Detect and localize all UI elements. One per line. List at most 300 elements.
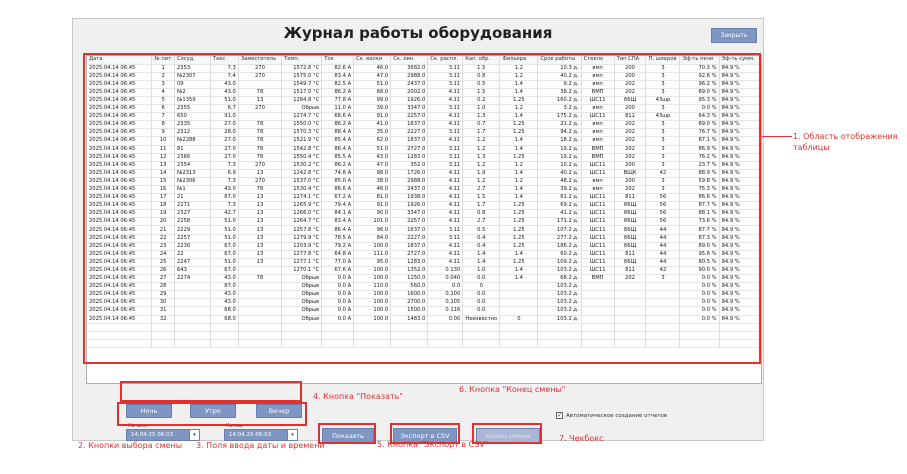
table-cell: 2988.0 — [391, 177, 428, 185]
column-header[interactable]: Фильера — [500, 56, 538, 64]
table-cell: 87.7 % — [680, 202, 719, 210]
table-cell: 86.2 A — [322, 161, 354, 169]
table-cell: 1.2 — [463, 145, 500, 153]
table-cell: Обрыв — [282, 291, 322, 299]
table-cell: ШС11 — [581, 194, 614, 202]
table-row[interactable] — [87, 105, 762, 113]
table-cell: №1359 — [175, 96, 211, 104]
table-cell: 4.11 — [428, 113, 463, 121]
table-row[interactable] — [87, 210, 762, 218]
table-cell: 202 — [614, 186, 646, 194]
table-cell — [680, 339, 719, 347]
table-cell: 1265.9 °C — [282, 202, 322, 210]
table-cell: 2274 — [175, 275, 211, 283]
export-csv-button[interactable]: Экспорт в CSV — [393, 428, 457, 443]
table-cell: 1257.8 °C — [282, 226, 322, 234]
table-cell: ШС11 — [581, 202, 614, 210]
annotation-leader-line — [762, 136, 792, 137]
table-cell: 38.2 д. — [538, 88, 581, 96]
table-cell: 3 — [646, 64, 680, 72]
table-cell — [175, 315, 211, 323]
table-cell: 2025.04.14 06:45 — [87, 64, 152, 72]
table-cell: 1926.0 — [391, 96, 428, 104]
table-cell: 1600.0 — [391, 291, 428, 299]
table-row[interactable] — [87, 161, 762, 169]
table-cell: 2271 — [175, 202, 211, 210]
table-cell: 3 — [646, 121, 680, 129]
table-cell: 81.0 — [354, 194, 391, 202]
table-cell — [175, 331, 211, 339]
table-cell: 32 — [152, 315, 175, 323]
table-cell: 13 — [238, 96, 281, 104]
table-cell: 1.2 — [463, 177, 500, 185]
table-cell: 4.11 — [428, 202, 463, 210]
shift-night-button[interactable]: Ночь — [126, 404, 172, 418]
table-cell: 1274.7 °C — [282, 113, 322, 121]
column-header[interactable]: Дата — [87, 56, 152, 64]
table-cell: 2002.0 — [391, 88, 428, 96]
table-cell: 1.25 — [500, 96, 538, 104]
table-cell: 0.0 A — [322, 307, 354, 315]
table-cell: 95.3 % — [680, 96, 719, 104]
table-cell: 0.5 — [463, 226, 500, 234]
table-row[interactable] — [87, 194, 762, 202]
column-header[interactable]: Текс — [211, 56, 239, 64]
table-cell: 2353 — [175, 64, 211, 72]
table-cell: 811 — [614, 113, 646, 121]
table-cell: 91.0 — [211, 113, 239, 121]
table-row[interactable] — [87, 96, 762, 104]
table-cell: 1277.1 °C — [282, 258, 322, 266]
shift-buttons-highlight-frame — [120, 381, 302, 402]
table-cell: 2025.04.14 06:45 — [87, 291, 152, 299]
table-cell: 41.2 д. — [538, 210, 581, 218]
table-cell: 85.0 A — [322, 177, 354, 185]
column-header[interactable]: № пит. — [152, 56, 175, 64]
table-cell — [211, 339, 239, 347]
table-cell: 3.11 — [428, 80, 463, 88]
table-cell: 44 — [646, 234, 680, 242]
table-cell: 91.0 — [354, 113, 391, 121]
chevron-down-icon[interactable]: ▾ — [189, 430, 199, 440]
table-cell: 0.5 — [463, 80, 500, 88]
table-cell: 20 — [152, 218, 175, 226]
table-cell: 1.4 — [500, 113, 538, 121]
table-cell: 78 — [238, 129, 281, 137]
table-cell: 47.0 — [354, 161, 391, 169]
table-cell: 4.11 — [428, 242, 463, 250]
table-cell: 7.3 — [211, 177, 239, 185]
table-row[interactable] — [87, 242, 762, 250]
table-cell: 1637.0 — [391, 226, 428, 234]
column-header[interactable]: Кап. обр. — [463, 56, 500, 64]
table-cell: 270 — [238, 64, 281, 72]
table-cell: 67.0 — [211, 250, 239, 258]
table-cell: 2025.04.14 06:45 — [87, 307, 152, 315]
column-header[interactable]: Эф-ть сумм. — [719, 56, 762, 64]
table-cell: 1352.0 — [391, 266, 428, 274]
table-cell — [614, 283, 646, 291]
table-cell: 109.2 д. — [538, 258, 581, 266]
table-cell: 86Щ — [614, 210, 646, 218]
table-row[interactable] — [87, 153, 762, 161]
table-row[interactable] — [87, 177, 762, 185]
table-cell: 1.4 — [463, 258, 500, 266]
table-cell: 3.11 — [428, 64, 463, 72]
table-cell: 200 — [614, 72, 646, 80]
table-cell: Обрыв — [282, 283, 322, 291]
table-cell: 160.2 д. — [538, 96, 581, 104]
table-cell — [391, 339, 428, 347]
table-cell: 1.4 — [500, 266, 538, 274]
table-cell: 1.4 — [500, 186, 538, 194]
column-header[interactable]: Заместитель — [238, 56, 281, 64]
table-cell: 9 — [152, 129, 175, 137]
table-cell: 43.0 — [354, 153, 391, 161]
table-cell: 6.9 — [211, 169, 239, 177]
table-cell: 19 — [152, 210, 175, 218]
table-header-row — [87, 56, 762, 64]
table-cell: 76.2 % — [680, 153, 719, 161]
table-row-empty — [87, 323, 762, 331]
table-cell: 1.25 — [500, 242, 538, 250]
table-cell: 69.2 д. — [538, 202, 581, 210]
table-cell: 7 — [152, 113, 175, 121]
start-date-input[interactable] — [126, 429, 200, 441]
table-cell: 27.0 — [211, 153, 239, 161]
table-cell: 84.9 % — [719, 72, 762, 80]
table-row[interactable] — [87, 315, 762, 323]
table-cell: 86Щ — [614, 234, 646, 242]
table-cell: 1.4 — [500, 80, 538, 88]
table-cell: 13 — [238, 226, 281, 234]
table-cell: 4.11 — [428, 88, 463, 96]
table-cell: 1264.7 °C — [282, 218, 322, 226]
table-cell: 1926.0 — [391, 202, 428, 210]
table-cell: 270 — [238, 161, 281, 169]
table-cell: 2312 — [175, 129, 211, 137]
table-cell: 1500.0 — [391, 307, 428, 315]
table-row[interactable] — [87, 218, 762, 226]
table-cell: 4 — [152, 88, 175, 96]
table-cell — [500, 307, 538, 315]
equipment-log-table-area[interactable] — [86, 55, 762, 384]
table-cell: 4.11 — [428, 96, 463, 104]
end-date-value: 14.04.25 06:03 — [229, 432, 272, 438]
table-cell: 40.2 д. — [538, 72, 581, 80]
table-cell: 84.9 % — [719, 88, 762, 96]
table-cell: 7.3 — [211, 161, 239, 169]
table-row[interactable] — [87, 258, 762, 266]
table-row[interactable] — [87, 88, 762, 96]
column-header[interactable]: Ск. валки — [354, 56, 391, 64]
table-cell: 1.25 — [500, 218, 538, 226]
table-cell: 21 — [152, 226, 175, 234]
table-row[interactable] — [87, 129, 762, 137]
table-cell: 23 — [152, 242, 175, 250]
show-button-highlight-frame — [318, 423, 376, 444]
table-cell — [175, 299, 211, 307]
table-row[interactable] — [87, 186, 762, 194]
table-cell: 3.11 — [428, 153, 463, 161]
end-date-input[interactable] — [224, 429, 298, 441]
table-cell — [500, 291, 538, 299]
table-cell: 2025.04.14 06:45 — [87, 137, 152, 145]
table-cell: 22 — [152, 234, 175, 242]
table-row[interactable] — [87, 80, 762, 88]
table-cell: 1.4 — [500, 169, 538, 177]
auto-report-checkbox-row[interactable] — [556, 412, 667, 419]
table-cell: 7.4 — [211, 72, 239, 80]
table-cell: 2025.04.14 06:45 — [87, 226, 152, 234]
table-cell: 3 — [646, 105, 680, 113]
table-cell: вмп — [581, 121, 614, 129]
table-cell: 86.4 A — [322, 145, 354, 153]
table-cell: 13 — [238, 242, 281, 250]
table-cell: 84.9 % — [719, 226, 762, 234]
table-row[interactable] — [87, 250, 762, 258]
table-cell: 3.11 — [428, 234, 463, 242]
start-date-value: 14.04.25 06:03 — [131, 432, 174, 438]
table-cell: 1.2 — [500, 72, 538, 80]
table-cell: 202 — [614, 129, 646, 137]
table-cell: 56 — [646, 210, 680, 218]
table-cell: 44 — [646, 250, 680, 258]
table-cell: 2025.04.14 06:45 — [87, 186, 152, 194]
table-cell: 1.4 — [500, 145, 538, 153]
table-cell: Обрыв — [282, 315, 322, 323]
close-button[interactable]: Закрыть — [711, 28, 757, 43]
table-cell: 78 — [238, 145, 281, 153]
end-shift-button[interactable]: Конец смены — [476, 428, 540, 443]
table-cell — [719, 331, 762, 339]
column-header[interactable]: Темп. — [282, 56, 322, 64]
table-cell: 11.0 A — [322, 105, 354, 113]
table-cell: 13 — [238, 250, 281, 258]
table-cell: 87.1 % — [680, 137, 719, 145]
table-cell: 84.9 % — [719, 194, 762, 202]
table-cell — [428, 331, 463, 339]
table-cell: 10.2 д. — [538, 161, 581, 169]
table-cell: 43.0 — [211, 291, 239, 299]
table-cell: 1938.0 — [391, 194, 428, 202]
table-cell: 2025.04.14 06:45 — [87, 169, 152, 177]
table-cell: 95.6 % — [680, 250, 719, 258]
table-cell: 67.2 A — [322, 194, 354, 202]
table-cell: 1.0 — [463, 266, 500, 274]
shift-morning-button[interactable]: Утро — [190, 404, 236, 418]
table-cell: 0 — [500, 315, 538, 323]
table-cell: 270 — [238, 177, 281, 185]
table-cell: 650 — [175, 113, 211, 121]
table-cell: 0 — [463, 283, 500, 291]
table-cell — [646, 315, 680, 323]
table-cell: 0.2 — [463, 96, 500, 104]
table-row[interactable] — [87, 307, 762, 315]
chevron-down-icon[interactable]: ▾ — [287, 430, 297, 440]
table-cell: 89.0 % — [680, 121, 719, 129]
table-cell — [646, 323, 680, 331]
table-cell: 9.2 д. — [538, 80, 581, 88]
table-cell: 103.2 д. — [538, 299, 581, 307]
table-cell: 202 — [614, 145, 646, 153]
table-cell — [500, 323, 538, 331]
table-row[interactable] — [87, 299, 762, 307]
table-row[interactable] — [87, 291, 762, 299]
table-cell: 51.0 — [354, 80, 391, 88]
table-cell: 51.0 — [211, 96, 239, 104]
table-cell: 277.2 д. — [538, 234, 581, 242]
table-cell — [581, 339, 614, 347]
table-cell: 18 — [152, 202, 175, 210]
table-cell: №2288 — [175, 137, 211, 145]
table-cell: 26 — [152, 266, 175, 274]
table-cell: 7.3 — [211, 64, 239, 72]
table-cell: 27.0 — [211, 121, 239, 129]
table-cell: 100.0 — [354, 275, 391, 283]
table-cell: 103.2 д. — [538, 315, 581, 323]
table-cell: 84.9 % — [719, 129, 762, 137]
table-cell — [87, 331, 152, 339]
table-cell: 6 — [152, 105, 175, 113]
table-cell: 0.0 % — [680, 291, 719, 299]
table-cell — [322, 339, 354, 347]
table-cell: 84.9 % — [719, 315, 762, 323]
table-cell: 8 — [152, 121, 175, 129]
table-cell: 2025.04.14 06:45 — [87, 194, 152, 202]
table-cell: 270 — [238, 105, 281, 113]
table-row[interactable] — [87, 113, 762, 121]
table-cell: 21 — [175, 194, 211, 202]
table-cell: 84.9 % — [719, 234, 762, 242]
table-cell — [614, 331, 646, 339]
table-cell: 85.4 A — [322, 137, 354, 145]
table-cell: 77.0 A — [322, 258, 354, 266]
table-cell: 3 — [646, 88, 680, 96]
table-row[interactable] — [87, 275, 762, 283]
table-row[interactable] — [87, 137, 762, 145]
table-cell: 70.3 % — [680, 64, 719, 72]
table-cell: 0.0 A — [322, 299, 354, 307]
table-row[interactable] — [87, 266, 762, 274]
column-header[interactable]: Эф-ть печи — [680, 56, 719, 64]
table-cell: 1.25 — [500, 234, 538, 242]
table-cell: 0.8 — [463, 210, 500, 218]
column-header[interactable]: П. шиеров — [646, 56, 680, 64]
column-header[interactable]: Ск. лин. — [391, 56, 428, 64]
window-title: Журнал работы оборудования — [283, 24, 553, 42]
table-cell: 82.5 A — [322, 80, 354, 88]
table-cell: 13 — [238, 234, 281, 242]
table-cell: 3.11 — [428, 129, 463, 137]
table-cell: вмп — [581, 64, 614, 72]
app-window — [72, 18, 764, 441]
table-cell: 17 — [152, 194, 175, 202]
table-row[interactable] — [87, 145, 762, 153]
show-button[interactable]: Показать — [322, 428, 374, 443]
column-header[interactable]: Стекло — [581, 56, 614, 64]
table-cell: 78 — [238, 186, 281, 194]
table-cell: 86.2 A — [322, 88, 354, 96]
table-cell: 43.0 — [211, 275, 239, 283]
table-cell: 2437.0 — [391, 80, 428, 88]
table-cell — [719, 323, 762, 331]
table-row[interactable] — [87, 226, 762, 234]
table-row[interactable] — [87, 283, 762, 291]
table-cell: 1542.8 °C — [282, 145, 322, 153]
table-cell: 86.9 % — [680, 145, 719, 153]
table-cell: 68.6 A — [322, 113, 354, 121]
table-cell: 84.9 % — [719, 145, 762, 153]
table-cell — [614, 323, 646, 331]
table-cell: 86.2 A — [322, 121, 354, 129]
table-cell: 3 — [646, 161, 680, 169]
table-cell: 2025.04.14 06:45 — [87, 88, 152, 96]
table-cell: 84.0 — [354, 234, 391, 242]
table-row[interactable] — [87, 72, 762, 80]
annotation-table-area: 1. Область отображения таблицы — [793, 132, 898, 152]
table-row[interactable] — [87, 234, 762, 242]
table-cell: 1.25 — [500, 121, 538, 129]
table-cell: 78 — [238, 137, 281, 145]
table-cell: 75.3 % — [680, 186, 719, 194]
table-cell: 2025.04.14 06:45 — [87, 113, 152, 121]
column-header[interactable]: Срок работы — [538, 56, 581, 64]
table-cell: 92.6 % — [680, 72, 719, 80]
table-row[interactable] — [87, 64, 762, 72]
column-header[interactable]: Ток — [322, 56, 354, 64]
table-cell: 1242.6 °C — [282, 169, 322, 177]
table-cell: 1266.0 °C — [282, 210, 322, 218]
table-row[interactable] — [87, 169, 762, 177]
column-header[interactable]: Сосуд. — [175, 56, 211, 64]
table-cell: 100.0 — [354, 315, 391, 323]
table-cell: 100.0 — [354, 242, 391, 250]
annotation-date-fields: 3. Поля ввода даты и времени — [196, 441, 325, 450]
table-cell: 4.11 — [428, 218, 463, 226]
shift-evening-button[interactable]: Вечер — [256, 404, 302, 418]
table-cell: 0.4 — [463, 242, 500, 250]
table-cell: 84.9 % — [719, 121, 762, 129]
table-cell — [646, 291, 680, 299]
table-cell: 2257.0 — [391, 218, 428, 226]
table-row[interactable] — [87, 202, 762, 210]
table-cell: вмп — [581, 80, 614, 88]
table-cell: 86Щ — [614, 242, 646, 250]
table-cell: 2727.0 — [391, 145, 428, 153]
table-cell — [354, 331, 391, 339]
table-cell — [87, 339, 152, 347]
table-cell: 68.2 д. — [538, 275, 581, 283]
table-cell: 1.3 — [463, 113, 500, 121]
table-cell — [646, 331, 680, 339]
table-cell: 68.0 — [211, 315, 239, 323]
column-header[interactable]: Ск. распл. — [428, 56, 463, 64]
table-cell — [614, 299, 646, 307]
column-header[interactable]: Тип СПА — [614, 56, 646, 64]
table-cell: 84.9 % — [719, 64, 762, 72]
checkbox-checked-icon[interactable]: ✓ — [557, 412, 563, 419]
table-cell: 24 — [152, 250, 175, 258]
table-row[interactable] — [87, 121, 762, 129]
table-cell: 84.9 % — [719, 202, 762, 210]
date-inputs-highlight-frame — [117, 402, 307, 426]
table-cell: 64.8 A — [322, 250, 354, 258]
table-cell: ШС11 — [581, 96, 614, 104]
table-cell: 4.11 — [428, 137, 463, 145]
table-cell: 1277.8 °C — [282, 250, 322, 258]
table-cell: 16 — [152, 186, 175, 194]
